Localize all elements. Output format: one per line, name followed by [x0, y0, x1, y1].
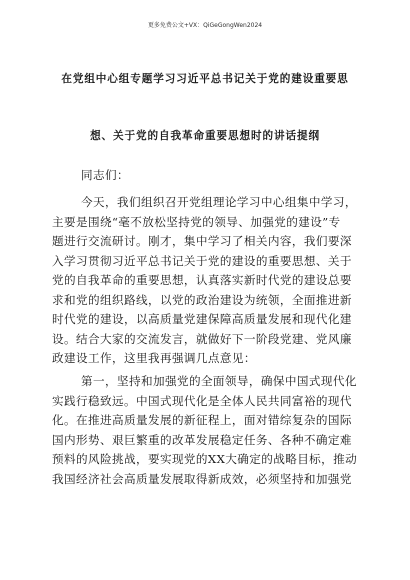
- paragraph-line: 化。在推进高质量发展的新征程上，面对错综复杂的国际: [52, 413, 352, 427]
- paragraph-line: 设。结合大家的交流发言，就做好下一阶段党建、党风廉: [52, 331, 352, 346]
- paragraph-line: 入学习贯彻习近平总书记关于党的建设的重要思想、关于: [52, 253, 352, 268]
- paragraph-line: 国内形势、艰巨繁重的改革发展稳定任务、各种不确定难: [52, 432, 352, 447]
- paragraph-line: 实践行稳致远。中国式现代化是全体人民共同富裕的现代: [52, 393, 352, 408]
- paragraph-line: 预料的风险挑战，要实现党的XX大确定的战略目标，推动: [52, 452, 358, 466]
- paragraph-line: 党的自我革命的重要思想，认真落实新时代党的建设总要: [52, 273, 352, 287]
- paragraph-line: 主要是围绕“毫不放松坚持党的领导、加强党的建设”专: [52, 214, 341, 229]
- paragraph-line: 我国经济社会高质量发展取得新成效，必须坚持和加强党: [52, 471, 352, 486]
- paragraph-line: 政建设工作，这里我再强调几点意见：: [52, 351, 256, 365]
- paragraph-line: 今天，我们组织召开党组理论学习中心组集中学习，: [81, 195, 357, 209]
- paragraph-line: 时代党的建设，以高质量党建保障高质量发展和现代化建: [52, 312, 352, 326]
- page-header: 更多免费公文+VX：QiGeGongWen2024: [147, 22, 263, 29]
- paragraph-2: [52, 372, 368, 489]
- document-title-line-2: 想、关于党的自我革命重要思想时的讲话提纲: [90, 130, 320, 142]
- paragraph-1: [52, 193, 368, 369]
- document-title-line-1: 在党组中心组专题学习习近平总书记关于党的建设重要思: [61, 73, 349, 85]
- salutation: 同志们：: [81, 168, 129, 182]
- paragraph-line: 求和党的组织路线，以党的政治建设为统领，全面推进新: [52, 292, 352, 307]
- paragraph-line: 第一，坚持和加强党的全面领导，确保中国式现代化: [81, 374, 357, 388]
- paragraph-line: 题进行交流研讨。刚才，集中学习了相关内容，我们要深: [52, 234, 352, 248]
